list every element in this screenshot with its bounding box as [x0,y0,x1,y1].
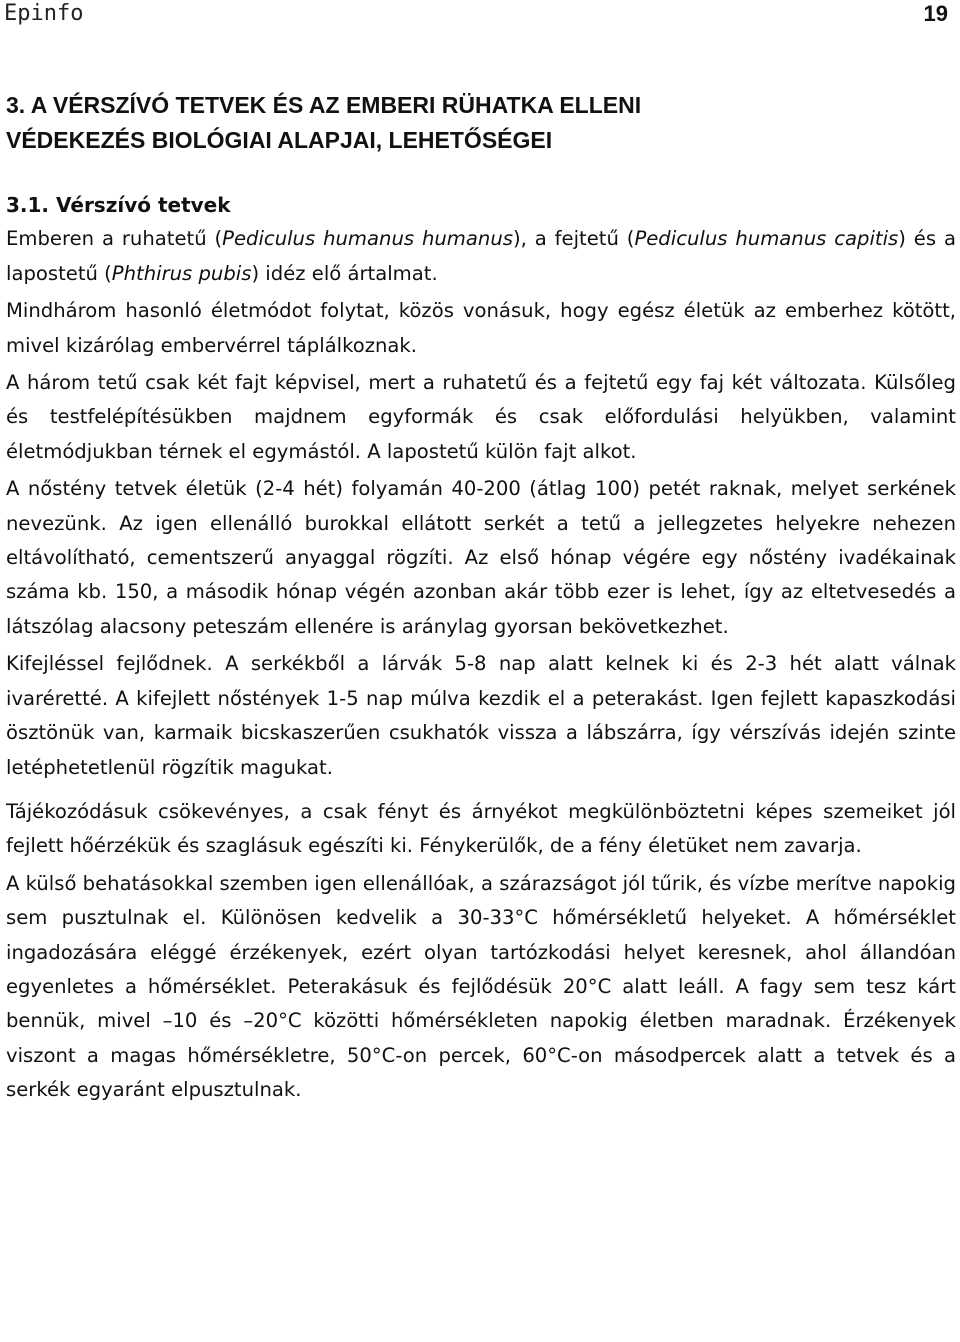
section-title: 3.1. Vérszívó tetvek [6,193,231,217]
page-header [0,0,960,30]
chapter-title-line-2: VÉDEKEZÉS BIOLÓGIAI ALAPJAI, LEHETŐSÉGEI [6,127,553,153]
species-name-head-louse: Pediculus humanus capitis [634,227,899,251]
chapter-title-line-1: 3. A VÉRSZÍVÓ TETVEK ÉS AZ EMBERI RÜHATKA ELLENI [6,92,642,118]
paragraph-reproduction: A nőstény tetvek életük (2-4 hét) folyamán 40-200 (átlag 100) petét raknak, melyet serkének nevezünk. Az igen ellenálló burokkal ellátott serkét a tetű a jellegzetes helyekre nehezen eltávolítható, cementszerű anyaggal rögzíti. Az első hónap végére egy nőstény ivadékainak száma kb. 150, a második hónap végén azonban akár több ezer is lehet, így az eltetvesedés a látszólag alacsony peteszám ellenére is aránylag gyorsan bekövetkezhet. [6,477,956,638]
page-number: 19 [923,1,948,26]
paragraph-resistance: A külső behatásokkal szemben igen ellenállóak, a szárazságot jól tűrik, és vízbe merítve napokig sem pusztulnak el. Különösen kedvelik a 30-33°C hőmérsékletű helyeket. A hőmérséklet ingadozására eléggé érzékenyek, ezért olyan tartózkodási helyet keresnek, ahol állandóan egyenletes a hőmérséklet. Peterakásuk és fejlődésük 20°C alatt leáll. A fagy sem tesz kárt bennük, mivel –10 és –20°C közötti hőmérsékleten napokig életben maradnak. Érzékenyek viszont a magas hőmérsékletre, 50°C-on percek, 60°C-on másodpercek alatt a tetvek és a serkék egyaránt elpusztulnak. [6,871,956,1102]
paragraph-lifestyle: Mindhárom hasonló életmódot folytat, közös vonásuk, hogy egész életük az emberhez kötött, mivel kizárólag embervérrel táplálkoznak. [6,299,956,357]
running-header: Epinfo [4,1,84,26]
paragraph-orientation: Tájékozódásuk csökevényes, a csak fényt és árnyékot megkülönböztetni képes szemeiket jól fejlett hőérzékük és szaglásuk egészíti ki. Fénykerülők, de a fény életüket nem zavarja. [6,799,956,858]
text-run: ) és a lapostetű ( [6,227,956,285]
text-run: ) idéz elő ártalmat. [251,261,438,285]
paragraph-development: Kifejléssel fejlődnek. A serkékből a lárvák 5-8 nap alatt kelnek ki és 2-3 hét alatt válnak ivaréretté. A kifejlett nőstények 1-5 nap múlva kezdik el a peterakást. Igen fejlett kapaszkodási ösztönük van, karmaik bicskaszerűen csukhatók vissza a lábszárra, így vérszívás idején szinte letéphetetlenül rögzítik magukat. [6,652,956,779]
chapter-title [6,88,946,158]
text-run: Emberen a ruhatetű ( [6,227,223,251]
page-body [6,188,956,1111]
paragraph-species: A három tetű csak két fajt képvisel, mert a ruhatetű és a fejtetű egy faj két változata. Külsőleg és testfelépítésükben majdnem egyformák és csak előfordulási helyükben, valamint életmódjukban térnek el egymástól. A lapostetű külön fajt alkot. [6,371,956,463]
species-name-body-louse: Pediculus humanus humanus [222,227,513,251]
paragraph-intro [6,222,956,291]
text-run: ), a fejtetű ( [512,227,635,251]
species-name-pubic-louse: Phthirus pubis [111,261,252,285]
